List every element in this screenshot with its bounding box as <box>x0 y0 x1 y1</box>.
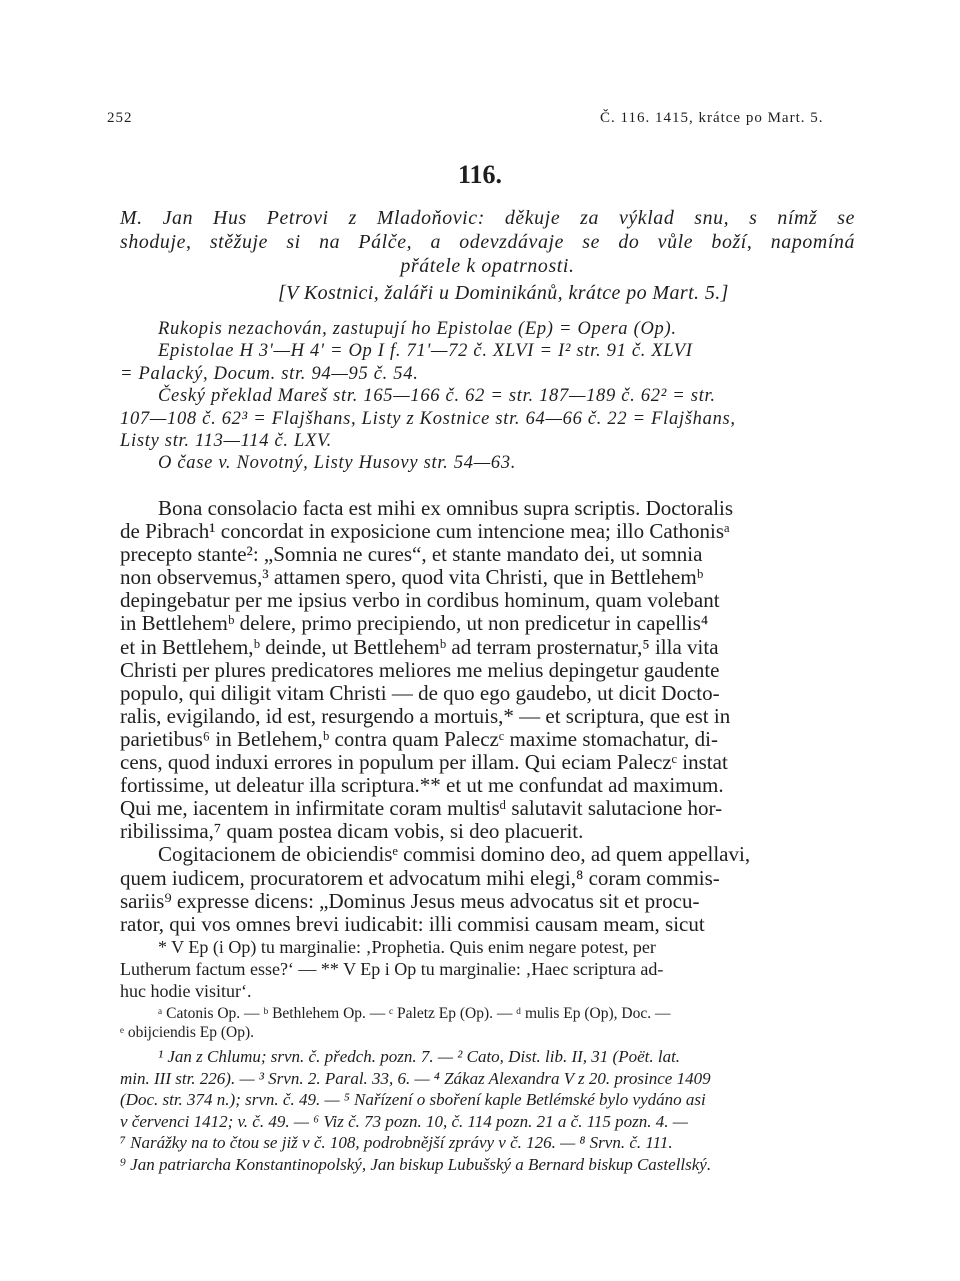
place-and-date: [V Kostnici, žaláři u Dominikánů, krátce po Mart. 5.] <box>278 282 729 304</box>
marginal-note-line: Lutherum factum esse?‘ — ** V Ep i Op tu marginalie: ‚Haec scriptura ad- <box>120 959 664 979</box>
summary-line: M. Jan Hus Petrovi z Mladoňovic: děkuje za výklad snu, s nímž se <box>120 207 855 229</box>
text-line: quem iudicem, procuratorem et advocatum mihi elegi,⁸ coram commis- <box>120 865 720 890</box>
footnotes <box>120 1046 711 1176</box>
text-line: cens, quod induxi errores in populum per illam. Qui eciam Paleczᶜ instat <box>120 750 728 775</box>
footnote-line: ⁹ Jan patriarcha Konstantinopolský, Jan biskup Lubušský a Bernard biskup Castellský. <box>120 1154 712 1174</box>
running-head: Č. 116. 1415, krátce po Mart. 5. <box>600 110 824 126</box>
source-line: O čase v. Novotný, Listy Husovy str. 54—63. <box>158 453 517 474</box>
text-line: depingebatur per me ipsius verbo in cordibus hominum, quam volebant <box>120 588 720 613</box>
source-line: Český překlad Mareš str. 165—166 č. 62 = str. 187—189 č. 62² = str. <box>158 386 716 407</box>
letter-text <box>120 497 750 936</box>
letter-number: 116. <box>457 160 503 189</box>
marginal-note-line: huc hodie visitur‘. <box>120 981 252 1001</box>
text-line: sariis⁹ expresse dicens: „Dominus Jesus meus advocatus sit et procu- <box>120 888 700 913</box>
source-line: Listy str. 113—114 č. LXV. <box>120 431 332 452</box>
footnote-line: min. III str. 226). — ³ Srvn. 2. Paral. 33, 6. — ⁴ Zákaz Alexandra V z 20. prosince 1409 <box>120 1068 711 1088</box>
source-line: Rukopis nezachován, zastupují ho Epistolae (Ep) = Opera (Op). <box>158 319 677 339</box>
text-line: de Pibrach¹ concordat in exposicione cum intencione mea; illo Cathonisᵃ <box>120 519 730 544</box>
text-line: rator, qui vos omnes brevi iudicabit: illi commisi causam meam, sicut <box>120 911 705 936</box>
letter-summary <box>120 206 855 278</box>
marginal-note-line: * V Ep (i Op) tu marginalie: ‚Prophetia. Quis enim negare potest, per <box>158 937 656 957</box>
text-line: et in Bettlehem,ᵇ deinde, ut Bettlehemᵇ ad terram prosternatur,⁵ illa vita <box>120 634 719 659</box>
page-number: 252 <box>107 110 133 126</box>
summary-line: shoduje, stěžuje si na Pálče, a odevzdávaje se do vůle boží, napomíná <box>120 231 855 253</box>
text-line: ribilissima,⁷ quam postea dicam vobis, si deo placuerit. <box>120 819 584 844</box>
text-line: fortissime, ut deleatur illa scriptura.** et ut me confundat ad maximum. <box>120 773 724 798</box>
text-line: Christi per plures predicatores meliores me melius depingetur gaudente <box>120 657 720 682</box>
marginal-notes <box>120 936 663 1002</box>
summary-line: přátele k opatrnosti. <box>400 255 575 277</box>
text-line: Qui me, iacentem in infirmitate coram multisᵈ salutavit salutacione hor- <box>120 796 723 821</box>
source-line: = Palacký, Docum. str. 94—95 č. 54. <box>120 363 419 384</box>
apparatus-line: ᵃ Catonis Op. — ᵇ Bethlehem Op. — ᶜ Paletz Ep (Op). — ᵈ mulis Ep (Op), Doc. — <box>158 1005 671 1022</box>
footnote-line: (Doc. str. 374 n.); srvn. č. 49. — ⁵ Nařízení o sboření kaple Betlémské bylo vydáno asi <box>120 1090 706 1110</box>
text-line: ralis, evigilando, id est, resurgendo a mortuis,* — et scriptura, que est in <box>120 703 731 728</box>
text-line: Cogitacionem de obiciendisᵉ commisi domino deo, ad quem appellavi, <box>158 842 751 867</box>
footnote-line: v červenci 1412; v. č. 49. — ⁶ Viz č. 73 pozn. 10, č. 114 pozn. 21 a č. 115 pozn. 4. — <box>120 1111 688 1131</box>
footnote-line: ¹ Jan z Chlumu; srvn. č. předch. pozn. 7. — ² Cato, Dist. lib. II, 31 (Poët. lat. <box>158 1047 681 1066</box>
text-line: parietibus⁶ in Betlehem,ᵇ contra quam Paleczᶜ maxime stomachatur, di- <box>120 726 718 751</box>
text-line: Bona consolacio facta est mihi ex omnibus supra scriptis. Doctoralis <box>158 496 734 520</box>
text-line: non observemus,³ attamen spero, quod vita Christi, que in Bettlehemᵇ <box>120 565 704 590</box>
sources-block <box>120 318 736 475</box>
apparatus-line: ᵉ obijciendis Ep (Op). <box>120 1024 254 1041</box>
source-line: Epistolae H 3ʹ—H 4ʹ = Op I f. 71ʹ—72 č. XLVI = I² str. 91 č. XLVI <box>158 341 693 362</box>
critical-apparatus <box>120 1004 670 1042</box>
source-line: 107—108 č. 62³ = Flajšhans, Listy z Kostnice str. 64—66 č. 22 = Flajšhans, <box>120 408 736 429</box>
text-line: precepto stante²: „Somnia ne cures“, et stante mandato dei, ut somnia <box>120 542 703 567</box>
footnote-line: ⁷ Narážky na to čtou se již v č. 108, podrobnější zprávy v č. 126. — ⁸ Srvn. č. 111. <box>120 1133 673 1153</box>
text-line: populo, qui diligit vitam Christi — de quo ego gaudebo, ut dicit Docto- <box>120 680 720 705</box>
text-line: in Bettlehemᵇ delere, primo precipiendo, ut non predicetur in capellis⁴ <box>120 611 709 636</box>
